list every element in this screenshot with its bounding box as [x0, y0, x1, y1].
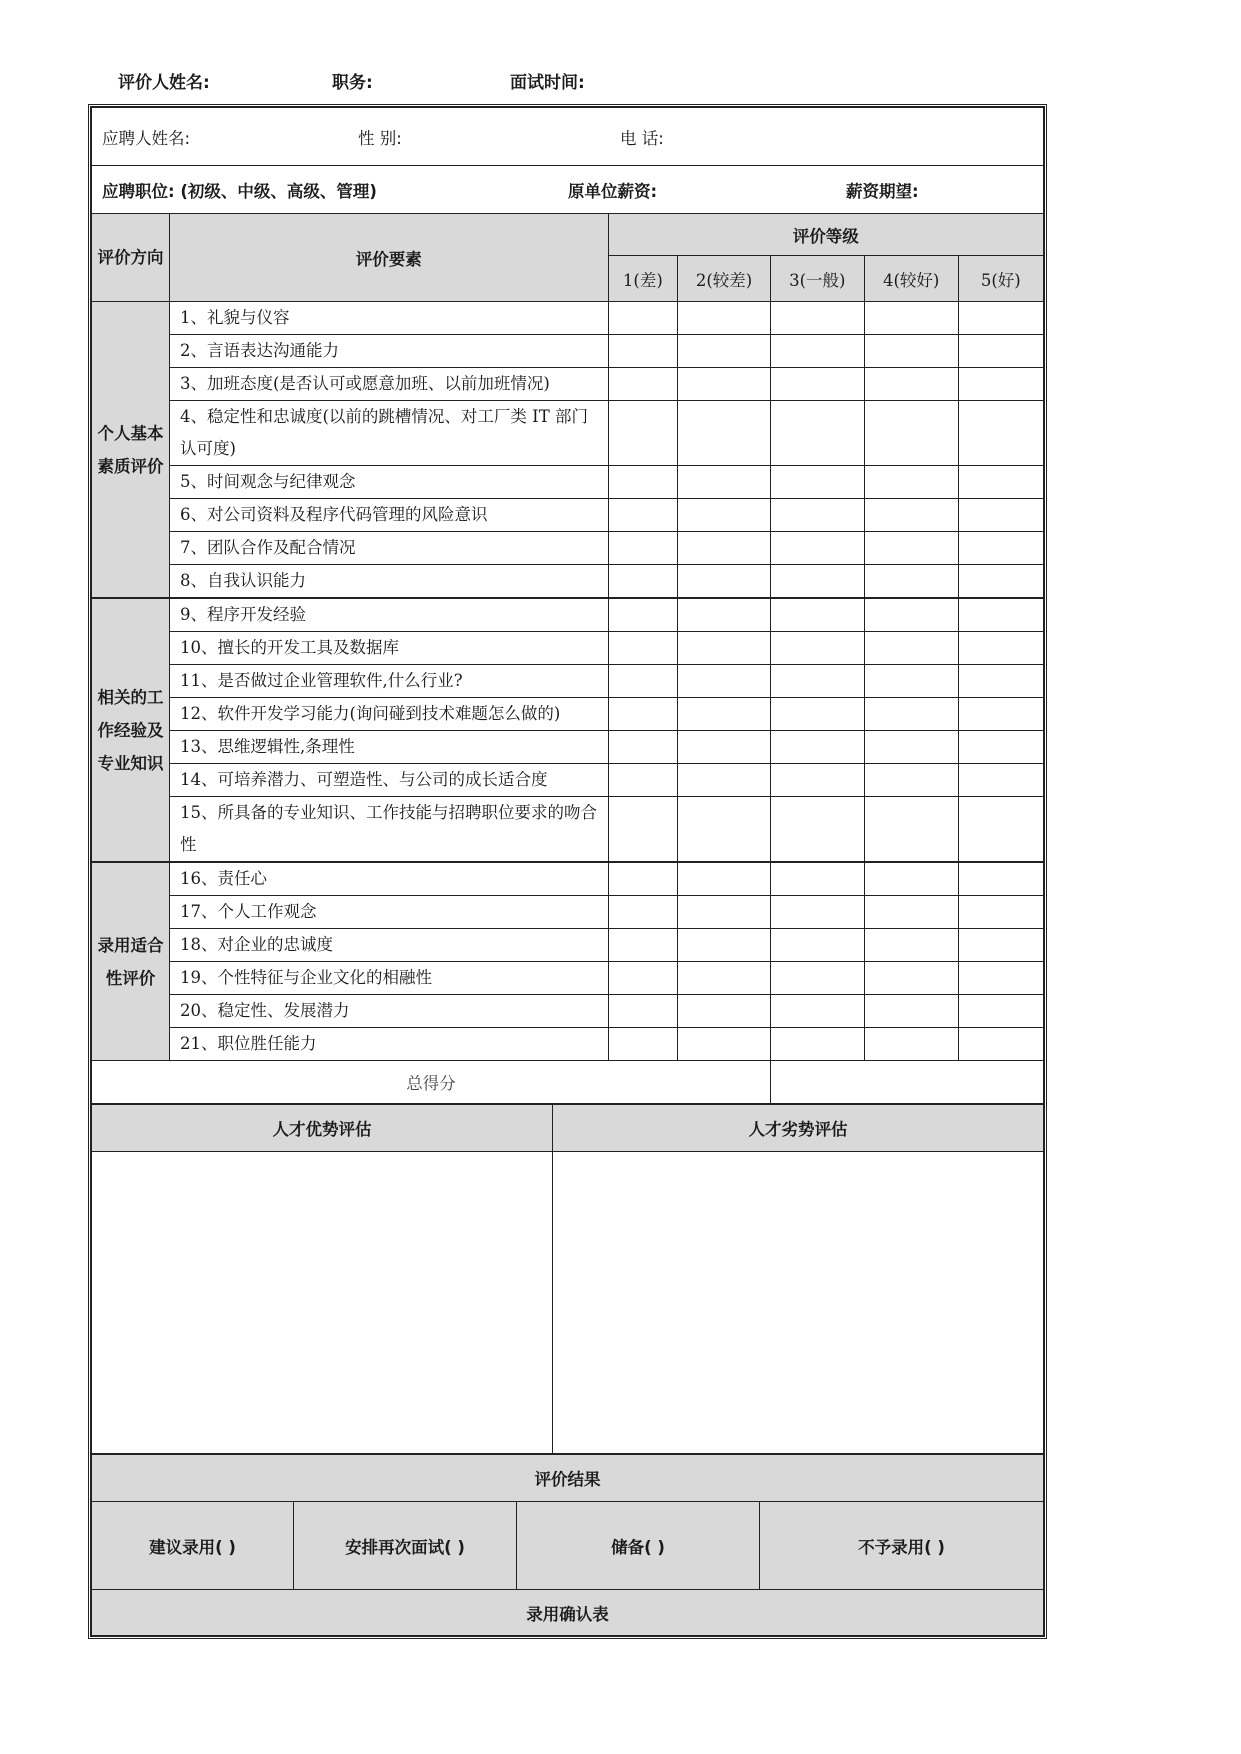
table-row	[92, 499, 1044, 532]
grade-cell[interactable]	[864, 532, 958, 565]
grade-cell[interactable]	[608, 401, 678, 466]
expected-salary-label: 薪资期望:	[846, 181, 919, 201]
grade-cell[interactable]	[770, 929, 864, 962]
evaluation-item: 16、责任心	[170, 862, 609, 896]
evaluation-item: 8、自我认识能力	[170, 565, 609, 599]
evaluation-item: 7、团队合作及配合情况	[170, 532, 609, 565]
grade-cell[interactable]	[864, 335, 958, 368]
applied-job-label: 应聘职位: (初级、中级、高级、管理)	[102, 181, 377, 201]
grade-cell[interactable]	[958, 632, 1043, 665]
evaluation-item: 18、对企业的忠诚度	[170, 929, 609, 962]
grade-cell[interactable]	[770, 401, 864, 466]
grade-cell[interactable]	[678, 797, 771, 863]
confirm-title-row	[92, 1590, 1044, 1636]
grade-cell[interactable]	[608, 466, 678, 499]
grade-cell[interactable]	[608, 1028, 678, 1061]
prev-salary-label: 原单位薪资:	[568, 181, 658, 201]
grade-cell[interactable]	[864, 962, 958, 995]
grade-cell[interactable]	[770, 698, 864, 731]
grade-cell[interactable]	[678, 598, 771, 632]
grade-cell[interactable]	[864, 565, 958, 599]
evaluation-item: 10、擅长的开发工具及数据库	[170, 632, 609, 665]
grade-cell[interactable]	[678, 764, 771, 797]
grade-2-header: 2(较差)	[678, 256, 771, 302]
result-reserve-option[interactable]: 储备( )	[517, 1502, 760, 1590]
table-row	[92, 401, 1044, 466]
grade-cell[interactable]	[678, 565, 771, 599]
table-row	[92, 731, 1044, 764]
grade-cell[interactable]	[770, 797, 864, 863]
grade-cell[interactable]	[864, 302, 958, 335]
result-reinterview-option[interactable]: 安排再次面试( )	[294, 1502, 517, 1590]
grade-cell[interactable]	[608, 731, 678, 764]
grade-cell[interactable]	[678, 731, 771, 764]
grade-cell[interactable]	[770, 995, 864, 1028]
grade-cell[interactable]	[678, 335, 771, 368]
evaluation-table	[91, 107, 1044, 1104]
total-score-value[interactable]	[770, 1061, 1043, 1104]
assessment-table	[91, 1104, 1044, 1454]
total-score-label: 总得分	[92, 1061, 771, 1104]
table-row	[92, 1028, 1044, 1061]
grade-cell[interactable]	[864, 929, 958, 962]
grade-cell[interactable]	[608, 499, 678, 532]
table-row	[92, 698, 1044, 731]
grade-cell[interactable]	[770, 1028, 864, 1061]
table-row	[92, 862, 1044, 896]
grade-cell[interactable]	[770, 466, 864, 499]
table-row	[92, 929, 1044, 962]
grade-cell[interactable]	[678, 532, 771, 565]
grade-cell[interactable]	[958, 731, 1043, 764]
section-title: 录用适合性评价	[92, 862, 170, 1061]
grade-cell[interactable]	[608, 797, 678, 863]
grade-cell[interactable]	[864, 797, 958, 863]
grade-cell[interactable]	[678, 368, 771, 401]
grade-cell[interactable]	[958, 962, 1043, 995]
evaluation-item: 15、所具备的专业知识、工作技能与招聘职位要求的吻合性	[170, 797, 609, 863]
table-row	[92, 665, 1044, 698]
grade-cell[interactable]	[958, 862, 1043, 896]
grade-cell[interactable]	[608, 665, 678, 698]
grade-cell[interactable]	[608, 565, 678, 599]
grade-cell[interactable]	[958, 1028, 1043, 1061]
elements-header: 评价要素	[170, 214, 609, 302]
grade-cell[interactable]	[958, 598, 1043, 632]
grade-cell[interactable]	[958, 764, 1043, 797]
applicant-row-1	[92, 108, 1044, 166]
grade-cell[interactable]	[864, 731, 958, 764]
grade-cell[interactable]	[864, 632, 958, 665]
evaluation-item: 13、思维逻辑性,条理性	[170, 731, 609, 764]
grade-cell[interactable]	[608, 368, 678, 401]
strengths-input-area[interactable]	[92, 1152, 553, 1454]
grade-cell[interactable]	[958, 335, 1043, 368]
grade-cell[interactable]	[678, 466, 771, 499]
grade-cell[interactable]	[770, 731, 864, 764]
grade-3-header: 3(一般)	[770, 256, 864, 302]
grade-cell[interactable]	[864, 862, 958, 896]
table-row	[92, 764, 1044, 797]
table-row	[92, 302, 1044, 335]
confirm-title: 录用确认表	[92, 1590, 1044, 1636]
table-head-row-1	[92, 214, 1044, 256]
grade-cell[interactable]	[770, 532, 864, 565]
strengths-header: 人才优势评估	[92, 1105, 553, 1152]
grade-cell[interactable]	[864, 764, 958, 797]
grade-cell[interactable]	[608, 995, 678, 1028]
grade-header: 评价等级	[608, 214, 1043, 256]
evaluator-position-label: 职务:	[332, 73, 373, 93]
table-row	[92, 532, 1044, 565]
grade-cell[interactable]	[608, 862, 678, 896]
grade-cell[interactable]	[770, 335, 864, 368]
grade-5-header: 5(好)	[958, 256, 1043, 302]
evaluation-item: 11、是否做过企业管理软件,什么行业?	[170, 665, 609, 698]
grade-cell[interactable]	[608, 302, 678, 335]
table-row	[92, 896, 1044, 929]
grade-cell[interactable]	[608, 896, 678, 929]
grade-cell[interactable]	[678, 302, 771, 335]
grade-cell[interactable]	[678, 862, 771, 896]
grade-cell[interactable]	[608, 532, 678, 565]
grade-cell[interactable]	[864, 1028, 958, 1061]
evaluation-item: 1、礼貌与仪容	[170, 302, 609, 335]
grade-cell[interactable]	[770, 302, 864, 335]
result-title-row	[92, 1455, 1044, 1502]
grade-4-header: 4(较好)	[864, 256, 958, 302]
grade-cell[interactable]	[958, 896, 1043, 929]
grade-cell[interactable]	[770, 598, 864, 632]
grade-cell[interactable]	[770, 862, 864, 896]
direction-header: 评价方向	[92, 214, 170, 302]
grade-cell[interactable]	[678, 698, 771, 731]
interview-time-label: 面试时间:	[510, 73, 585, 93]
grade-cell[interactable]	[958, 466, 1043, 499]
applicant-row-2	[92, 166, 1044, 214]
grade-cell[interactable]	[958, 995, 1043, 1028]
grade-cell[interactable]	[770, 665, 864, 698]
table-row	[92, 565, 1044, 599]
table-row	[92, 995, 1044, 1028]
result-hire-option[interactable]: 建议录用( )	[92, 1502, 294, 1590]
weaknesses-header: 人才劣势评估	[553, 1105, 1044, 1152]
grade-cell[interactable]	[864, 466, 958, 499]
grade-cell[interactable]	[770, 632, 864, 665]
assessment-head-row	[92, 1105, 1044, 1152]
grade-cell[interactable]	[958, 929, 1043, 962]
evaluation-item: 20、稳定性、发展潜力	[170, 995, 609, 1028]
grade-cell[interactable]	[770, 499, 864, 532]
evaluation-item: 14、可培养潜力、可塑造性、与公司的成长适合度	[170, 764, 609, 797]
grade-cell[interactable]	[864, 665, 958, 698]
grade-cell[interactable]	[864, 598, 958, 632]
result-table	[91, 1454, 1044, 1636]
grade-cell[interactable]	[678, 995, 771, 1028]
evaluation-form	[88, 104, 1047, 1639]
grade-cell[interactable]	[770, 565, 864, 599]
evaluation-item: 9、程序开发经验	[170, 598, 609, 632]
evaluation-item: 6、对公司资料及程序代码管理的风险意识	[170, 499, 609, 532]
applicant-gender-label: 性 别:	[358, 128, 402, 148]
grade-cell[interactable]	[958, 565, 1043, 599]
evaluation-item: 21、职位胜任能力	[170, 1028, 609, 1061]
grade-1-header: 1(差)	[608, 256, 678, 302]
table-row	[92, 797, 1044, 863]
grade-cell[interactable]	[958, 302, 1043, 335]
table-row	[92, 335, 1044, 368]
table-row	[92, 368, 1044, 401]
table-row	[92, 962, 1044, 995]
grade-cell[interactable]	[864, 401, 958, 466]
grade-cell[interactable]	[608, 335, 678, 368]
grade-cell[interactable]	[678, 499, 771, 532]
grade-cell[interactable]	[678, 401, 771, 466]
assessment-body-row	[92, 1152, 1044, 1454]
grade-cell[interactable]	[608, 698, 678, 731]
grade-cell[interactable]	[958, 665, 1043, 698]
section-title: 个人基本素质评价	[92, 302, 170, 599]
evaluation-item: 12、软件开发学习能力(询问碰到技术难题怎么做的)	[170, 698, 609, 731]
total-score-row	[92, 1061, 1044, 1104]
grade-cell[interactable]	[864, 368, 958, 401]
evaluator-header	[118, 64, 1018, 94]
grade-cell[interactable]	[864, 896, 958, 929]
table-row	[92, 466, 1044, 499]
table-row	[92, 598, 1044, 632]
grade-cell[interactable]	[958, 368, 1043, 401]
grade-cell[interactable]	[958, 698, 1043, 731]
evaluation-item: 17、个人工作观念	[170, 896, 609, 929]
grade-cell[interactable]	[608, 929, 678, 962]
grade-cell[interactable]	[770, 764, 864, 797]
grade-cell[interactable]	[678, 665, 771, 698]
grade-cell[interactable]	[678, 1028, 771, 1061]
evaluation-item: 19、个性特征与企业文化的相融性	[170, 962, 609, 995]
grade-cell[interactable]	[770, 368, 864, 401]
evaluator-name-label: 评价人姓名:	[118, 73, 210, 93]
grade-cell[interactable]	[770, 896, 864, 929]
grade-cell[interactable]	[678, 632, 771, 665]
grade-cell[interactable]	[608, 598, 678, 632]
evaluation-item: 2、言语表达沟通能力	[170, 335, 609, 368]
result-title: 评价结果	[92, 1455, 1044, 1502]
grade-cell[interactable]	[678, 896, 771, 929]
evaluation-item: 5、时间观念与纪律观念	[170, 466, 609, 499]
grade-cell[interactable]	[864, 698, 958, 731]
applicant-phone-label: 电 话:	[620, 128, 664, 148]
evaluation-item: 4、稳定性和忠诚度(以前的跳槽情况、对工厂类 IT 部门认可度)	[170, 401, 609, 466]
section-title: 相关的工作经验及专业知识	[92, 598, 170, 862]
grade-cell[interactable]	[958, 532, 1043, 565]
grade-cell[interactable]	[958, 797, 1043, 863]
grade-cell[interactable]	[958, 401, 1043, 466]
grade-cell[interactable]	[864, 499, 958, 532]
result-reject-option[interactable]: 不予录用( )	[760, 1502, 1044, 1590]
grade-cell[interactable]	[608, 962, 678, 995]
grade-cell[interactable]	[678, 929, 771, 962]
grade-cell[interactable]	[958, 499, 1043, 532]
grade-cell[interactable]	[608, 764, 678, 797]
applicant-name-label: 应聘人姓名:	[102, 128, 191, 148]
weaknesses-input-area[interactable]	[553, 1152, 1044, 1454]
evaluation-item: 3、加班态度(是否认可或愿意加班、以前加班情况)	[170, 368, 609, 401]
grade-cell[interactable]	[608, 632, 678, 665]
grade-cell[interactable]	[770, 962, 864, 995]
result-options-row	[92, 1502, 1044, 1590]
table-row	[92, 632, 1044, 665]
grade-cell[interactable]	[678, 962, 771, 995]
grade-cell[interactable]	[864, 995, 958, 1028]
